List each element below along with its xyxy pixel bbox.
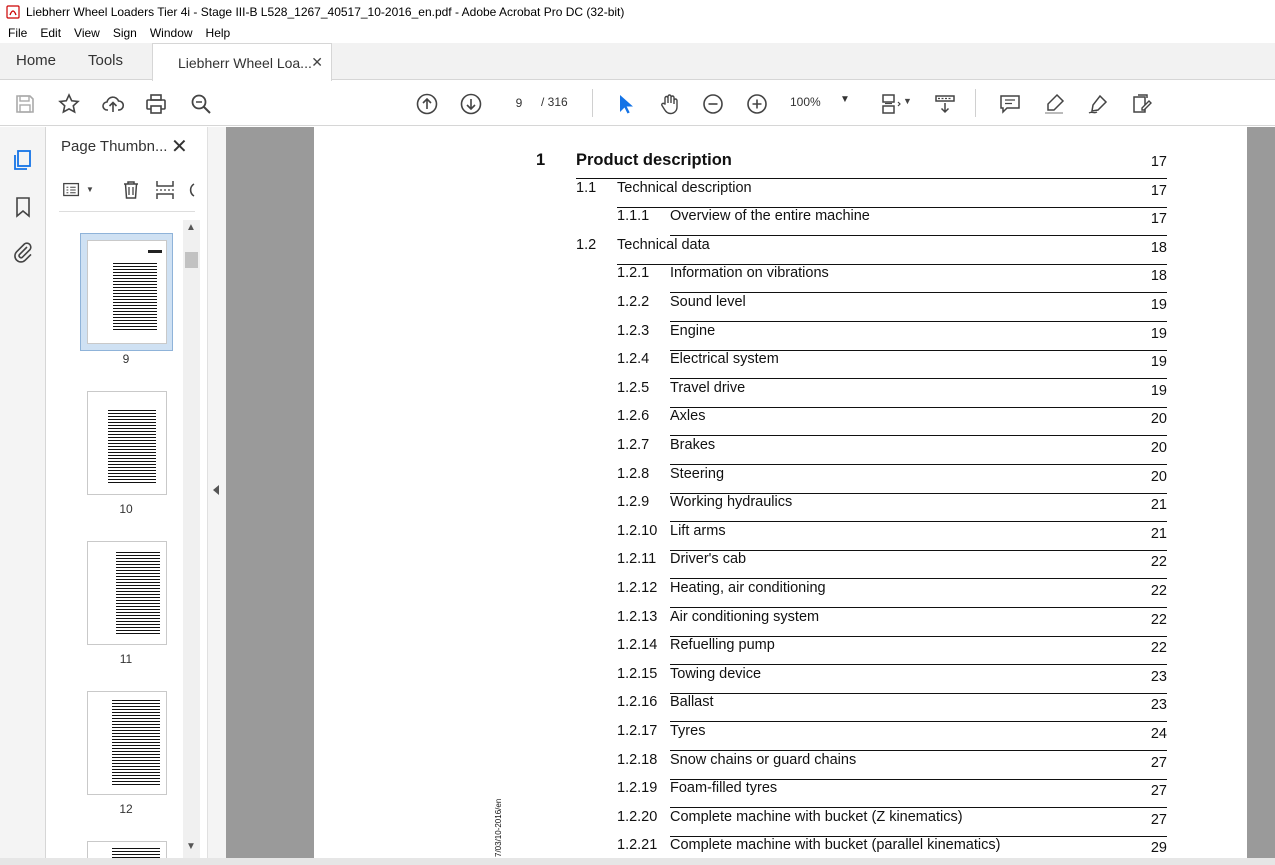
- tab-document[interactable]: [152, 43, 332, 81]
- document-view[interactable]: [226, 127, 1275, 865]
- insert-page-icon[interactable]: [153, 178, 177, 202]
- tab-bar: [0, 43, 1275, 80]
- toc-number: 1.2.13: [617, 608, 658, 625]
- toc-page-number: 22: [1150, 554, 1167, 571]
- menu-sign[interactable]: Sign: [112, 26, 137, 40]
- toc-entry[interactable]: [314, 351, 1167, 379]
- thumbnail-content: [112, 700, 160, 786]
- toc-number: 1.2.14: [617, 637, 658, 654]
- acrobat-app-icon: [6, 5, 20, 19]
- toc-entry[interactable]: [314, 408, 1167, 436]
- page-number-input[interactable]: 9: [502, 90, 536, 116]
- toc-entry[interactable]: [314, 180, 1167, 208]
- attachment-icon[interactable]: [11, 240, 35, 264]
- toc-title: Snow chains or guard chains: [670, 751, 857, 768]
- thumbnail-label: 10: [119, 502, 133, 516]
- thumbnail-heading: [148, 250, 162, 253]
- left-navigation-strip: [0, 127, 46, 865]
- tab-tools[interactable]: Tools: [88, 52, 124, 69]
- toc-entry[interactable]: [314, 466, 1167, 494]
- select-cursor-icon[interactable]: [612, 91, 638, 117]
- scroll-up-icon[interactable]: ▲: [186, 222, 196, 233]
- next-page-icon[interactable]: [458, 91, 484, 117]
- menu-bar: [0, 23, 1275, 43]
- toc-number: 1: [536, 151, 546, 169]
- toc-number: 1.2.12: [617, 580, 658, 596]
- thumbnail-page-12[interactable]: [87, 691, 167, 795]
- tab-home[interactable]: Home: [16, 52, 57, 69]
- comment-icon[interactable]: [997, 91, 1023, 117]
- toc-title: Working hydraulics: [670, 494, 793, 511]
- toc-page-number: 17: [1150, 154, 1167, 170]
- highlighter-icon[interactable]: [1041, 91, 1067, 117]
- menu-file[interactable]: File: [8, 26, 28, 40]
- delete-icon[interactable]: [119, 178, 143, 202]
- toc-number: 1.2.15: [617, 665, 658, 682]
- toc-number: 1.2.16: [617, 694, 658, 711]
- toc-number: 1.2.7: [617, 437, 650, 453]
- horizontal-scrollbar[interactable]: [0, 858, 1275, 865]
- toc-number: 1.2.4: [617, 351, 650, 368]
- panel-splitter[interactable]: [207, 127, 226, 865]
- page-thumbnails-icon[interactable]: [11, 148, 35, 172]
- zoom-search-icon[interactable]: [188, 91, 214, 117]
- menu-help[interactable]: Help: [205, 26, 231, 40]
- toc-entry[interactable]: [314, 580, 1167, 608]
- toc-title: Axles: [670, 408, 706, 425]
- zoom-out-icon[interactable]: [700, 91, 726, 117]
- chevron-down-icon[interactable]: ▼: [903, 96, 912, 106]
- toc-entry[interactable]: [314, 237, 1167, 265]
- menu-view[interactable]: View: [74, 26, 100, 40]
- toc-title: Refuelling pump: [670, 637, 775, 654]
- zoom-level-select[interactable]: 100%: [790, 95, 821, 109]
- toc-number: 1.2.1: [617, 265, 650, 282]
- toc-page-number: 29: [1150, 840, 1167, 857]
- zoom-in-icon[interactable]: [744, 91, 770, 117]
- chevron-down-icon[interactable]: ▼: [86, 185, 94, 194]
- toc-title: Technical description: [617, 179, 752, 196]
- toc-page-number: 21: [1150, 525, 1167, 542]
- toc-number: 1.1: [576, 179, 597, 196]
- toc-title: Driver's cab: [670, 551, 747, 568]
- toc-number: 1.2.19: [617, 780, 658, 797]
- toc-number: 1.2.8: [617, 465, 650, 482]
- page-total: / 316: [541, 95, 568, 109]
- toc-page-number: 22: [1150, 583, 1167, 599]
- toc-page-number: 22: [1150, 640, 1167, 657]
- toc-entry[interactable]: [314, 208, 1167, 236]
- toc-entry[interactable]: [314, 694, 1167, 722]
- thumbnail-page-11[interactable]: [87, 541, 167, 645]
- toc-title: Steering: [670, 465, 725, 482]
- toc-page-number: 23: [1150, 697, 1167, 714]
- menu-edit[interactable]: Edit: [40, 26, 62, 40]
- toc-page-number: 20: [1150, 411, 1167, 428]
- toc-title: Towing device: [670, 665, 762, 682]
- toc-number: 1.2.9: [617, 494, 650, 511]
- toc-title: Overview of the entire machine: [670, 208, 870, 225]
- scrolling-mode-icon[interactable]: [932, 91, 958, 117]
- toc-entry[interactable]: [314, 380, 1167, 408]
- toc-number: 1.1.1: [617, 208, 650, 225]
- toc-page-number: 20: [1150, 468, 1167, 485]
- options-menu-icon[interactable]: [61, 179, 83, 201]
- toc-entry[interactable]: [314, 294, 1167, 322]
- toc-entry[interactable]: [314, 523, 1167, 551]
- toc-number: 1.2.18: [617, 751, 658, 768]
- toc-number: 1.2.10: [617, 522, 658, 539]
- print-icon[interactable]: [143, 91, 169, 117]
- toc-entry[interactable]: [314, 437, 1167, 465]
- toc-entry[interactable]: [314, 780, 1167, 808]
- menu-window[interactable]: Window: [149, 26, 193, 40]
- toc-title: Information on vibrations: [670, 265, 829, 282]
- thumbnail-page-9[interactable]: [87, 240, 167, 344]
- upload-cloud-icon[interactable]: [100, 91, 126, 117]
- toc-page-number: 22: [1150, 611, 1167, 628]
- toc-page-number: 27: [1150, 811, 1167, 828]
- rotate-icon[interactable]: [184, 178, 196, 202]
- toc-number: 1.2: [576, 236, 597, 253]
- toc-entry[interactable]: [314, 666, 1167, 694]
- page-fit-icon[interactable]: [878, 91, 904, 117]
- previous-page-icon[interactable]: [414, 91, 440, 117]
- toc-page-number: 17: [1150, 182, 1167, 199]
- toc-number: 1.2.21: [617, 837, 658, 854]
- tab-document-label: Liebherr Wheel Loa...: [178, 54, 312, 71]
- toc-page-number: 18: [1150, 268, 1167, 285]
- toc-title: Ballast: [670, 694, 714, 711]
- toc-title: Complete machine with bucket (Z kinematics): [670, 808, 963, 825]
- chevron-down-icon[interactable]: ▼: [840, 94, 850, 105]
- toc-page-number: 27: [1150, 783, 1167, 800]
- toc-number: 1.2.2: [617, 294, 650, 310]
- panel-title: Page Thumbn...: [61, 138, 168, 155]
- thumbnail-content: [113, 263, 157, 331]
- save-icon[interactable]: [12, 91, 38, 117]
- toc-page-number: 19: [1150, 354, 1167, 371]
- toc-title: Travel drive: [670, 379, 746, 396]
- scroll-down-icon[interactable]: ▼: [186, 841, 196, 852]
- toc-page-number: 19: [1150, 382, 1167, 399]
- toc-entry[interactable]: [314, 809, 1167, 837]
- hand-tool-icon[interactable]: [656, 91, 682, 117]
- pen-sign-icon[interactable]: [1085, 91, 1111, 117]
- toc-title: Air conditioning system: [670, 608, 820, 625]
- edit-pdf-icon[interactable]: [1129, 91, 1155, 117]
- toc-entry[interactable]: [314, 323, 1167, 351]
- toc-title: Tyres: [670, 723, 706, 739]
- toc-title: Foam-filled tyres: [670, 780, 778, 797]
- toc-title: Engine: [670, 322, 716, 339]
- toc-page-number: 27: [1150, 754, 1167, 771]
- star-icon[interactable]: [56, 91, 82, 117]
- thumbnail-page-13[interactable]: [87, 841, 167, 858]
- toc-title: Technical data: [617, 236, 710, 253]
- toc-entry[interactable]: [314, 494, 1167, 522]
- toc-number: 1.2.6: [617, 408, 650, 425]
- toc-entry[interactable]: [314, 265, 1167, 293]
- thumbnails-scrollbar[interactable]: [183, 220, 200, 858]
- toc-page-number: 24: [1150, 726, 1167, 742]
- thumbnail-label: 9: [122, 352, 130, 366]
- divider: [59, 211, 195, 212]
- thumbnail-content: [116, 552, 160, 634]
- toc-page-number: 17: [1150, 211, 1167, 228]
- toc-title: Brakes: [670, 437, 716, 453]
- toolbar-divider: [592, 89, 593, 117]
- toc-chapter[interactable]: [314, 151, 1167, 179]
- toc-page-number: 19: [1150, 325, 1167, 342]
- toc-entry[interactable]: [314, 609, 1167, 637]
- toc-page-number: 23: [1150, 668, 1167, 685]
- document-page: [314, 127, 1247, 865]
- toc-entry[interactable]: [314, 551, 1167, 579]
- page-side-note: 7/03/10-2016/en: [494, 798, 503, 857]
- toc-page-number: 21: [1150, 497, 1167, 514]
- thumbnail-toolbar: [57, 176, 197, 204]
- toc-title: Complete machine with bucket (parallel kinematics): [670, 837, 1001, 854]
- collapse-panel-icon[interactable]: [213, 485, 219, 495]
- toolbar-divider: [975, 89, 976, 117]
- toc-page-number: 20: [1150, 440, 1167, 456]
- scrollbar-thumb[interactable]: [185, 252, 198, 268]
- thumbnail-content: [108, 410, 156, 484]
- toc-entry[interactable]: [314, 752, 1167, 780]
- toc-number: 1.2.11: [617, 551, 657, 568]
- close-icon[interactable]: ✕: [311, 54, 323, 70]
- toc-entry[interactable]: [314, 637, 1167, 665]
- toc-title: Heating, air conditioning: [670, 580, 826, 596]
- thumbnail-label: 11: [119, 652, 133, 666]
- close-icon[interactable]: ✕: [171, 136, 188, 158]
- toc-number: 1.2.5: [617, 379, 650, 396]
- thumbnail-page-10[interactable]: [87, 391, 167, 495]
- toc-page-number: 18: [1150, 239, 1167, 256]
- toc-title: Sound level: [670, 294, 746, 310]
- toc-entry[interactable]: [314, 723, 1167, 751]
- toc-number: 1.2.20: [617, 808, 658, 825]
- bookmark-icon[interactable]: [11, 195, 35, 219]
- toc-title: Electrical system: [670, 351, 779, 368]
- toc-title: Lift arms: [670, 522, 726, 539]
- thumbnail-label: 12: [119, 802, 133, 816]
- toc-page-number: 19: [1150, 297, 1167, 313]
- title-bar: [0, 0, 1275, 23]
- toc-number: 1.2.3: [617, 322, 650, 339]
- toc-number: 1.2.17: [617, 723, 658, 739]
- toc-title: Product description: [576, 151, 732, 169]
- window-title: Liebherr Wheel Loaders Tier 4i - Stage III-B L528_1267_40517_10-2016_en.pdf - Adobe Acrobat Pro DC (32-bit): [26, 4, 625, 19]
